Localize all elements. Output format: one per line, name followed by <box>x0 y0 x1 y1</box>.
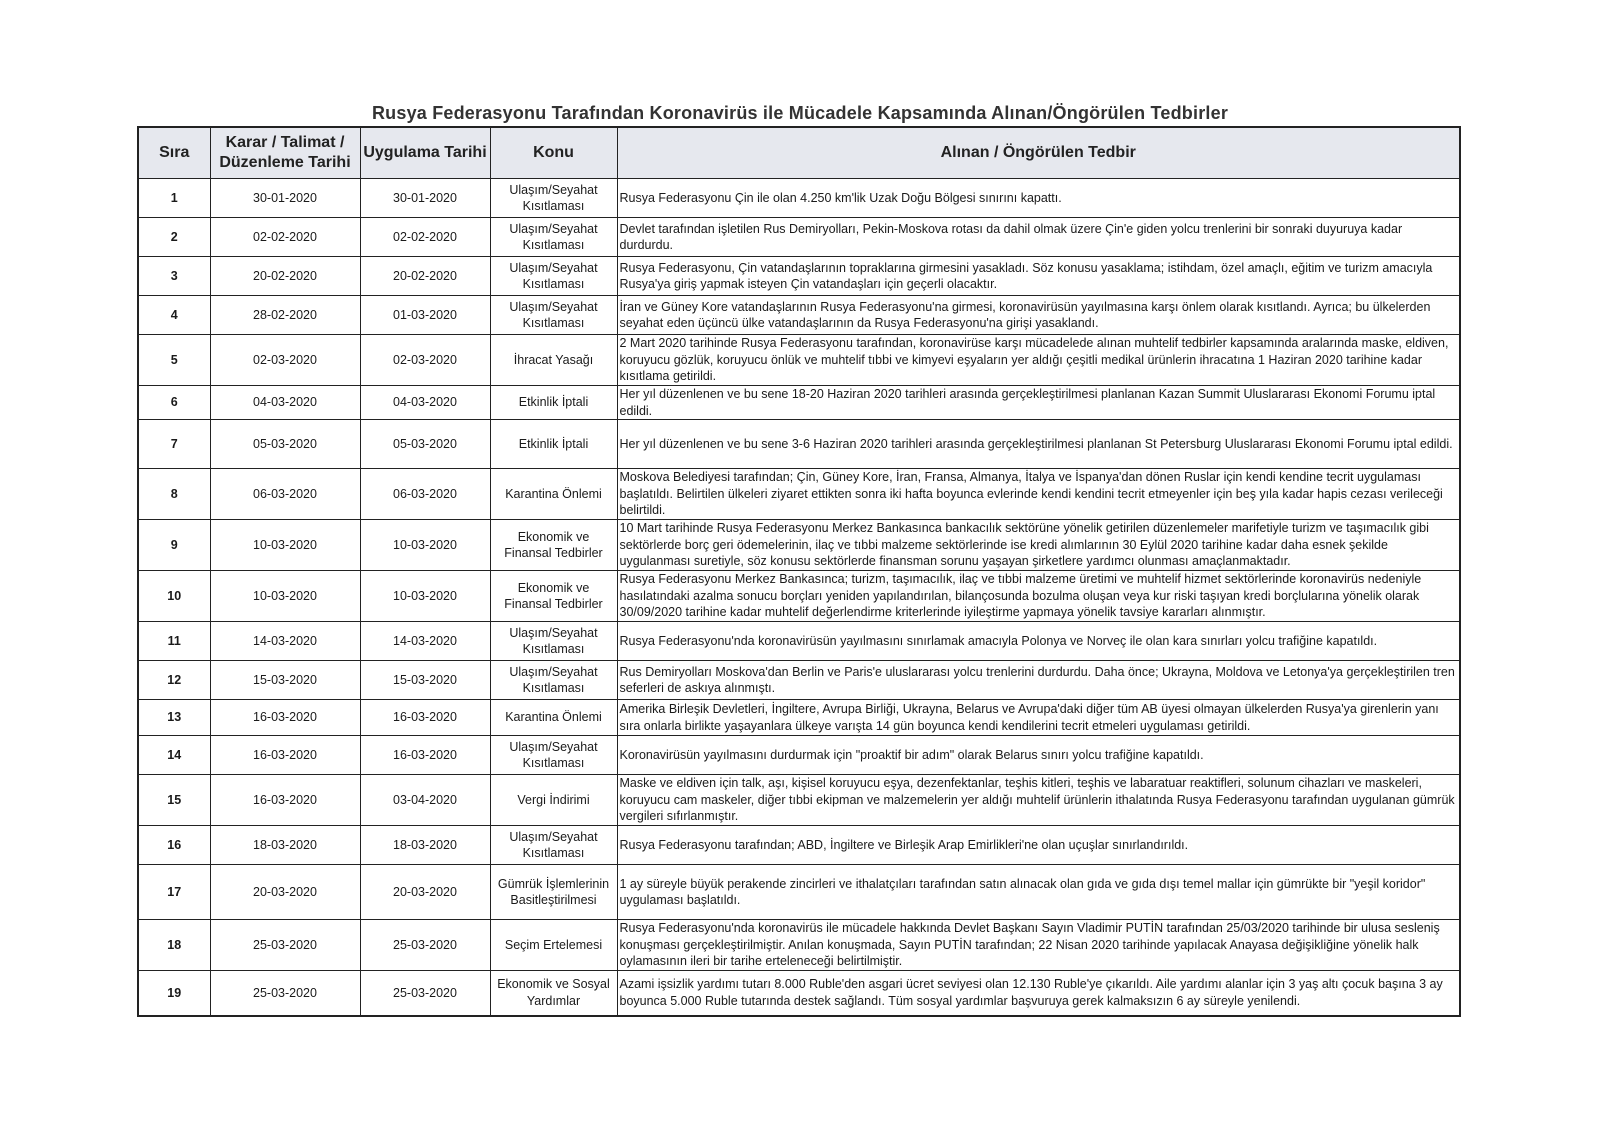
table-row <box>138 622 1460 661</box>
topic-cell: Ulaşım/Seyahat Kısıtlaması <box>490 736 617 775</box>
table-body <box>138 179 1460 1016</box>
row-number: 2 <box>138 218 210 257</box>
decision-date-cell: 14-03-2020 <box>210 622 360 661</box>
table-header-row <box>138 127 1460 179</box>
row-number: 19 <box>138 971 210 1016</box>
measure-cell: Azami işsizlik yardımı tutarı 8.000 Ruble'den asgari ücret seviyesi olan 12.130 Ruble'ye çıkarıldı. Aile yardımı alanlar için 3 yaş altı çocuk başına 3 ay boyunca 5.000 Ruble tutarında destek sağlandı. Tüm sosyal yardımlar başvuruya gerek kalmaksızın 6 ay süreyle yenilendi. <box>617 971 1460 1016</box>
topic-cell: Etkinlik İptali <box>490 386 617 420</box>
measure-cell: 1 ay süreyle büyük perakende zincirleri ve ithalatçıları tarafından satın alınacak olan gıda ve gıda dışı temel mallar için gümrükte bir "yeşil koridor" uygulaması başlatıldı. <box>617 865 1460 920</box>
page-title: Rusya Federasyonu Tarafından Koronavirüs ile Mücadele Kapsamında Alınan/Öngörülen Tedbirler <box>371 103 1229 123</box>
row-number: 14 <box>138 736 210 775</box>
table-row <box>138 335 1460 386</box>
topic-cell: Karantina Önlemi <box>490 700 617 736</box>
apply-date-cell: 06-03-2020 <box>360 469 490 520</box>
row-number: 3 <box>138 257 210 296</box>
decision-date-cell: 16-03-2020 <box>210 700 360 736</box>
measure-cell: Koronavirüsün yayılmasını durdurmak için "proaktif bir adım" olarak Belarus sınırı yolcu trafiğine kapatıldı. <box>617 736 1460 775</box>
measure-cell: Rusya Federasyonu tarafından; ABD, İngiltere ve Birleşik Arap Emirlikleri'ne olan uçuşlar sınırlandırıldı. <box>617 826 1460 865</box>
table-row <box>138 971 1460 1016</box>
measure-cell: İran ve Güney Kore vatandaşlarının Rusya Federasyonu'na girmesi, koronavirüsün yayılmasına karşı önlem olarak kısıtlandı. Ayrıca; bu ülkelerden seyahat eden üçüncü ülke vatandaşlarının da Rusya Federasyonu'na girişi yasaklandı. <box>617 296 1460 335</box>
row-number: 18 <box>138 920 210 971</box>
measure-cell: Her yıl düzenlenen ve bu sene 3-6 Haziran 2020 tarihleri arasında gerçekleştirilmesi planlanan St Petersburg Uluslararası Ekonomi Forumu iptal edildi. <box>617 420 1460 469</box>
apply-date-cell: 25-03-2020 <box>360 920 490 971</box>
table-row <box>138 296 1460 335</box>
decision-date-cell: 20-03-2020 <box>210 865 360 920</box>
decision-date-cell: 28-02-2020 <box>210 296 360 335</box>
table-row <box>138 420 1460 469</box>
table-row <box>138 179 1460 218</box>
apply-date-cell: 18-03-2020 <box>360 826 490 865</box>
apply-date-cell: 30-01-2020 <box>360 179 490 218</box>
topic-cell: Ulaşım/Seyahat Kısıtlaması <box>490 622 617 661</box>
row-number: 11 <box>138 622 210 661</box>
measure-cell: Amerika Birleşik Devletleri, İngiltere, Avrupa Birliği, Ukrayna, Belarus ve Avrupa'daki diğer tüm AB üyesi olmayan ülkelerden Rusya'ya girenlerin yanı sıra onlarla birlikte yaşayanlara ülkeye varışta 14 gün boyunca kendi kendilerini tecrit etmeleri uygulaması getirildi. <box>617 700 1460 736</box>
row-number: 6 <box>138 386 210 420</box>
decision-date-cell: 05-03-2020 <box>210 420 360 469</box>
apply-date-cell: 05-03-2020 <box>360 420 490 469</box>
apply-date-cell: 20-03-2020 <box>360 865 490 920</box>
decision-date-cell: 10-03-2020 <box>210 571 360 622</box>
measure-cell: Rusya Federasyonu Merkez Bankasınca; turizm, taşımacılık, ilaç ve tıbbi malzeme üretimi ve muhtelif hizmet sektörlerinde koronavirüs nedeniyle hasılatındaki azalma sonucu borçları yeniden yapılandırılan, bilançosunda bozulma oluşan veya kur riski taşıyan kredi borçlularına yönelik olarak 30/09/2020 tarihine kadar muhtelif değerlendirme kriterlerinde iyileştirme yapmaya yönelik tavsiye kararları alınmıştır. <box>617 571 1460 622</box>
topic-cell: Ekonomik ve Finansal Tedbirler <box>490 571 617 622</box>
measure-cell: Maske ve eldiven için talk, aşı, kişisel koruyucu eşya, dezenfektanlar, teşhis kitleri, teşhis ve labaratuar reaktifleri, solunum cihazları ve maskeleri, koruyucu cam maskeler, diğer tıbbi ekipman ve malzemelerin yer aldığı muhtelif ürünlerin ithalatında Rusya Federasyonu tarafından uygulanan gümrük vergileri sıfırlanmıştır. <box>617 775 1460 826</box>
topic-cell: Vergi İndirimi <box>490 775 617 826</box>
header-topic: Konu <box>490 127 617 179</box>
row-number: 16 <box>138 826 210 865</box>
table-row <box>138 520 1460 571</box>
topic-cell: Seçim Ertelemesi <box>490 920 617 971</box>
decision-date-cell: 04-03-2020 <box>210 386 360 420</box>
topic-cell: Ulaşım/Seyahat Kısıtlaması <box>490 179 617 218</box>
topic-cell: Ekonomik ve Sosyal Yardımlar <box>490 971 617 1016</box>
decision-date-cell: 16-03-2020 <box>210 775 360 826</box>
table-row <box>138 571 1460 622</box>
decision-date-cell: 25-03-2020 <box>210 971 360 1016</box>
decision-date-cell: 02-02-2020 <box>210 218 360 257</box>
decision-date-cell: 10-03-2020 <box>210 520 360 571</box>
row-number: 12 <box>138 661 210 700</box>
table-row <box>138 736 1460 775</box>
measure-cell: Rus Demiryolları Moskova'dan Berlin ve Paris'e uluslararası yolcu trenlerini durdurdu. Daha önce; Ukrayna, Moldova ve Letonya'ya gerçekleştirilen tren seferleri de askıya alınmıştı. <box>617 661 1460 700</box>
decision-date-cell: 18-03-2020 <box>210 826 360 865</box>
measure-cell: 10 Mart tarihinde Rusya Federasyonu Merkez Bankasınca bankacılık sektörüne yönelik getirilen düzenlemeler marifetiyle turizm ve taşımacılık gibi sektörlerde borç geri ödemelerinin, ilaç ve tıbbi malzeme sektörlerinde ise kredi alımlarının 30 Eylül 2020 tarihine kadar daha esnek şekilde uygulanması suretiyle, söz konusu sektörlerde finansman sorunu yaşayan şirketlere yardımcı olunması amaçlanmaktadır. <box>617 520 1460 571</box>
table-row <box>138 775 1460 826</box>
apply-date-cell: 16-03-2020 <box>360 736 490 775</box>
row-number: 1 <box>138 179 210 218</box>
topic-cell: İhracat Yasağı <box>490 335 617 386</box>
measure-cell: Rusya Federasyonu'nda koronavirüsün yayılmasını sınırlamak amacıyla Polonya ve Norveç ile olan kara sınırları yolcu trafiğine kapatıldı. <box>617 622 1460 661</box>
decision-date-cell: 16-03-2020 <box>210 736 360 775</box>
decision-date-cell: 06-03-2020 <box>210 469 360 520</box>
topic-cell: Ulaşım/Seyahat Kısıtlaması <box>490 661 617 700</box>
table-row <box>138 920 1460 971</box>
topic-cell: Karantina Önlemi <box>490 469 617 520</box>
apply-date-cell: 16-03-2020 <box>360 700 490 736</box>
measure-cell: Rusya Federasyonu Çin ile olan 4.250 km'lik Uzak Doğu Bölgesi sınırını kapattı. <box>617 179 1460 218</box>
topic-cell: Etkinlik İptali <box>490 420 617 469</box>
row-number: 5 <box>138 335 210 386</box>
measures-table <box>137 126 1461 1017</box>
apply-date-cell: 03-04-2020 <box>360 775 490 826</box>
decision-date-cell: 15-03-2020 <box>210 661 360 700</box>
table-row <box>138 257 1460 296</box>
header-measure: Alınan / Öngörülen Tedbir <box>617 127 1460 179</box>
apply-date-cell: 10-03-2020 <box>360 571 490 622</box>
apply-date-cell: 20-02-2020 <box>360 257 490 296</box>
table-row <box>138 661 1460 700</box>
apply-date-cell: 04-03-2020 <box>360 386 490 420</box>
decision-date-cell: 20-02-2020 <box>210 257 360 296</box>
header-no: Sıra <box>138 127 210 179</box>
row-number: 17 <box>138 865 210 920</box>
apply-date-cell: 14-03-2020 <box>360 622 490 661</box>
measure-cell: Rusya Federasyonu, Çin vatandaşlarının topraklarına girmesini yasakladı. Söz konusu yasaklama; istihdam, özel amaçlı, eğitim ve turizm amacıyla Rusya'ya giriş yapmak isteyen Çin vatandaşları için geçerli olacaktır. <box>617 257 1460 296</box>
row-number: 15 <box>138 775 210 826</box>
header-apply-date: Uygulama Tarihi <box>360 127 490 179</box>
row-number: 4 <box>138 296 210 335</box>
apply-date-cell: 10-03-2020 <box>360 520 490 571</box>
apply-date-cell: 02-02-2020 <box>360 218 490 257</box>
row-number: 8 <box>138 469 210 520</box>
row-number: 9 <box>138 520 210 571</box>
measure-cell: Devlet tarafından işletilen Rus Demiryolları, Pekin-Moskova rotası da dahil olmak üzere Çin'e giden yolcu trenlerini bir sonraki duyuruya kadar durdurdu. <box>617 218 1460 257</box>
decision-date-cell: 30-01-2020 <box>210 179 360 218</box>
topic-cell: Ulaşım/Seyahat Kısıtlaması <box>490 826 617 865</box>
row-number: 7 <box>138 420 210 469</box>
apply-date-cell: 02-03-2020 <box>360 335 490 386</box>
topic-cell: Ulaşım/Seyahat Kısıtlaması <box>490 257 617 296</box>
topic-cell: Gümrük İşlemlerinin Basitleştirilmesi <box>490 865 617 920</box>
measure-cell: Rusya Federasyonu'nda koronavirüs ile mücadele hakkında Devlet Başkanı Sayın Vladimir PUTİN tarafından 25/03/2020 tarihinde bir ulusa sesleniş konuşması gerçekleştirilmiştir. Anılan konuşmada, Sayın PUTİN tarafından; 22 Nisan 2020 tarihinde yapılacak Anayasa değişikliğine yönelik halk oylamasının ileri bir tarihe erteleneceği belirtilmiştir. <box>617 920 1460 971</box>
apply-date-cell: 25-03-2020 <box>360 971 490 1016</box>
table-row <box>138 700 1460 736</box>
decision-date-cell: 02-03-2020 <box>210 335 360 386</box>
topic-cell: Ekonomik ve Finansal Tedbirler <box>490 520 617 571</box>
apply-date-cell: 15-03-2020 <box>360 661 490 700</box>
table-row <box>138 386 1460 420</box>
table-row <box>138 865 1460 920</box>
decision-date-cell: 25-03-2020 <box>210 920 360 971</box>
header-decision-date: Karar / Talimat / Düzenleme Tarihi <box>210 127 360 179</box>
topic-cell: Ulaşım/Seyahat Kısıtlaması <box>490 218 617 257</box>
apply-date-cell: 01-03-2020 <box>360 296 490 335</box>
measure-cell: Moskova Belediyesi tarafından; Çin, Güney Kore, İran, Fransa, Almanya, İtalya ve İspanya'dan dönen Ruslar için kendi kendine tecrit uygulaması başlatıldı. Belirtilen ülkeleri ziyaret ettikten sonra iki hafta boyunca evlerinde kendi kendini tecrit etmeyenler için beş yıla kadar hapis cezası verileceği belirtildi. <box>617 469 1460 520</box>
measure-cell: Her yıl düzenlenen ve bu sene 18-20 Haziran 2020 tarihleri arasında gerçekleştirilmesi planlanan Kazan Summit Uluslararası Ekonomi Forumu iptal edildi. <box>617 386 1460 420</box>
row-number: 13 <box>138 700 210 736</box>
measure-cell: 2 Mart 2020 tarihinde Rusya Federasyonu tarafından, koronavirüse karşı mücadelede alınan muhtelif tedbirler kapsamında aralarında maske, eldiven, koruyucu gözlük, koruyucu önlük ve muhtelif tıbbi ve kimyevi eşyaların yer aldığı çeşitli medikal ürünlerin ihracatına 1 Haziran 2020 tarihine kadar kısıtlama getirildi. <box>617 335 1460 386</box>
row-number: 10 <box>138 571 210 622</box>
table-row <box>138 218 1460 257</box>
topic-cell: Ulaşım/Seyahat Kısıtlaması <box>490 296 617 335</box>
table-row <box>138 469 1460 520</box>
table-row <box>138 826 1460 865</box>
